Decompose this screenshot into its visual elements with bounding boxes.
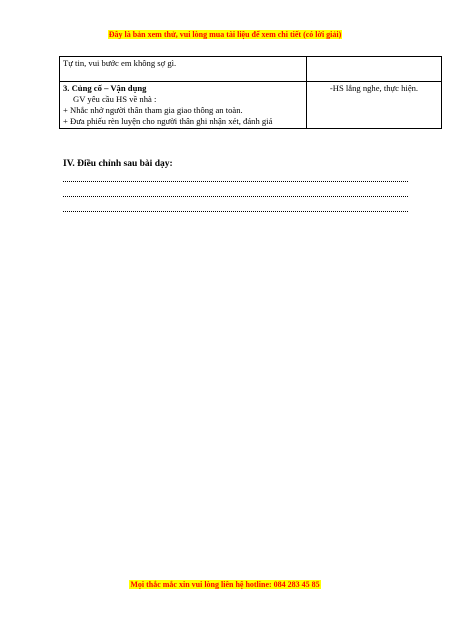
student-cell: -HS lắng nghe, thực hiện. [307, 82, 442, 129]
lesson-table [59, 56, 442, 129]
activity-title: 3. Củng cố – Vận dụng [63, 83, 147, 93]
student-cell [307, 57, 442, 82]
hotline-banner: Mọi thắc mắc xin vui lòng liên hệ hotline: 084 283 45 85 [130, 580, 320, 589]
preview-banner: Đây là bản xem thử, vui lòng mua tài liệu để xem chi tiết (có lời giải) [108, 30, 342, 39]
activity-line: GV yêu cầu HS về nhà : [73, 94, 157, 104]
teacher-cell [60, 82, 307, 129]
section-title: IV. Điều chỉnh sau bài dạy: [63, 159, 173, 169]
activity-line: + Đưa phiếu rèn luyện cho người thân ghi nhận xét, đánh giá [63, 116, 273, 126]
dotted-line [63, 195, 408, 197]
table-row [60, 82, 442, 129]
dotted-line [63, 180, 408, 182]
activity-line: + Nhắc nhở người thân tham gia giao thông an toàn. [63, 105, 243, 115]
teacher-cell: Tự tin, vui bước em không sợ gì. [60, 57, 307, 82]
dotted-line [63, 210, 408, 212]
table-row [60, 57, 442, 82]
